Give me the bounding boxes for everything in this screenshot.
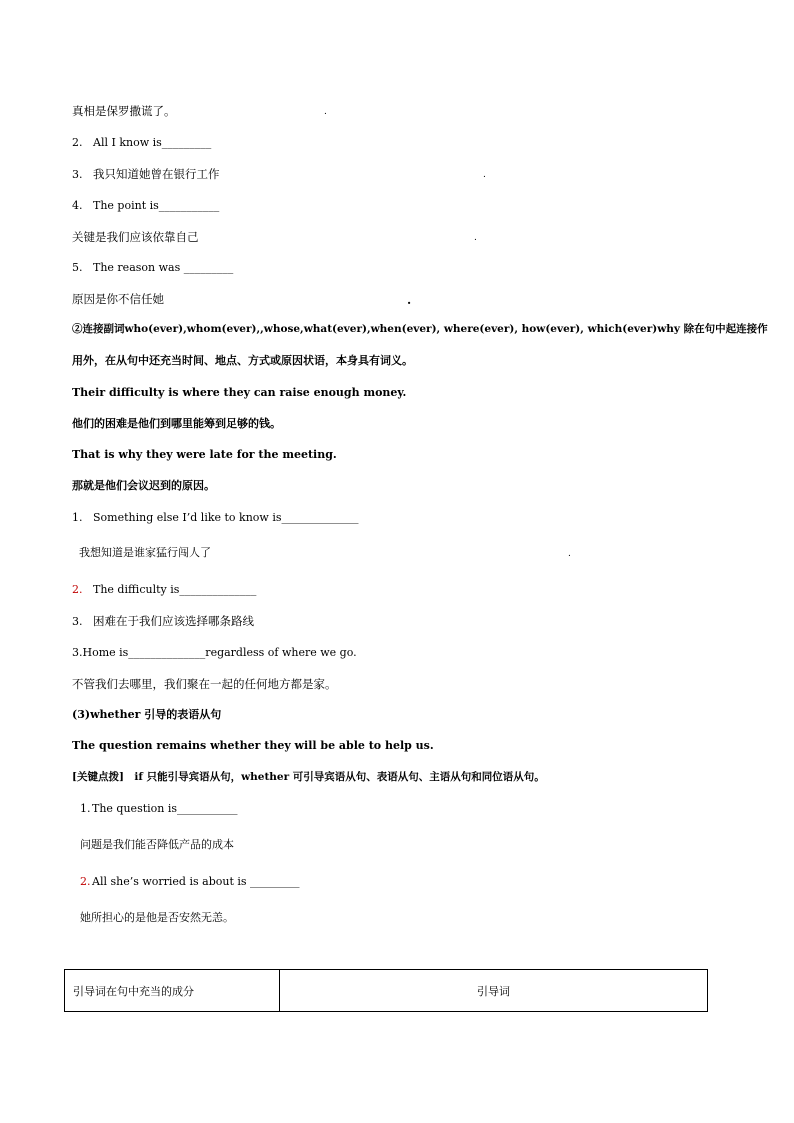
item-text: 我只知道她曾在银行工作 <box>93 167 220 181</box>
period-mark: . <box>568 549 571 559</box>
example-cn: 他们的困难是他们到哪里能筹到足够的钱。 <box>72 417 281 430</box>
table-cell-role: 引导词在句中充当的成分 <box>65 970 280 1012</box>
item-number: 4. <box>72 199 83 212</box>
exercise-item <box>72 583 256 597</box>
exercise-item: 3.Home is______________regardless of where we go. <box>72 646 357 659</box>
item-number: 1. <box>72 511 83 524</box>
table-cell-word: 引导词 <box>280 970 708 1012</box>
example-cn: 那就是他们会议迟到的原因。 <box>72 479 215 492</box>
item-text: 困难在于我们应该选择哪条路线 <box>93 614 254 628</box>
key-point-note: [关键点拨] if 只能引导宾语从句，whether 可引导宾语从句、表语从句、主语从句和同位语从句。 <box>72 771 545 783</box>
item-text: All she’s worried is about is _________ <box>92 875 300 888</box>
period-mark: . <box>474 233 477 243</box>
exercise-item <box>72 167 220 182</box>
item-number: 3. <box>72 168 83 181</box>
example-en: That is why they were late for the meeting. <box>72 448 337 461</box>
exercise-item <box>72 511 359 525</box>
item-text: All I know is_________ <box>93 136 212 149</box>
exercise-item <box>72 261 233 275</box>
exercise-item <box>72 199 219 213</box>
period-mark: . <box>324 107 327 117</box>
example-en: The question remains whether they will be able to help us. <box>72 739 434 752</box>
period-mark: . <box>407 293 412 307</box>
grammar-rule: ②连接副词who(ever),whom(ever),,whose,what(ever),when(ever), where(ever), how(ever), which(ever)why 除在句中起连接作 <box>72 323 768 335</box>
sentence-l5: 关键是我们应该依靠自己 <box>72 230 199 244</box>
sentence-l26: 她所担心的是他是否安然无恙。 <box>80 911 234 924</box>
item-number: 2. <box>72 136 83 149</box>
section-heading: (3)whether 引导的表语从句 <box>72 708 222 721</box>
exercise-item <box>80 875 300 889</box>
table-row <box>65 970 708 1012</box>
sentence-l7: 原因是你不信任她 <box>72 292 164 306</box>
item-text: The reason was _________ <box>93 261 234 274</box>
item-number: 2. <box>72 583 83 596</box>
exercise-item <box>72 614 254 629</box>
example-en: Their difficulty is where they can raise enough money. <box>72 386 407 399</box>
exercise-item <box>80 802 238 816</box>
item-number: 5. <box>72 261 83 274</box>
sentence-l19: 不管我们去哪里，我们聚在一起的任何地方都是家。 <box>72 677 337 691</box>
exercise-item <box>72 136 211 150</box>
sentence-l15: 我想知道是谁家猛行闯人了 <box>79 546 211 559</box>
item-text: Something else I’d like to know is______________ <box>93 511 359 524</box>
period-mark: . <box>483 170 486 180</box>
item-number: 3. <box>72 615 83 628</box>
summary-table <box>64 969 708 1012</box>
sentence-l1: 真相是保罗撒谎了。 <box>72 104 176 118</box>
grammar-rule-cont: 用外，在从句中还充当时间、地点、方式或原因状语，本身具有词义。 <box>72 354 413 367</box>
item-text: The difficulty is______________ <box>93 583 257 596</box>
item-text: The point is___________ <box>93 199 220 212</box>
item-text: The question is___________ <box>92 802 238 815</box>
sentence-l24: 问题是我们能否降低产品的成本 <box>80 838 234 851</box>
item-number: 1. <box>80 802 91 815</box>
item-number: 2. <box>80 875 91 888</box>
